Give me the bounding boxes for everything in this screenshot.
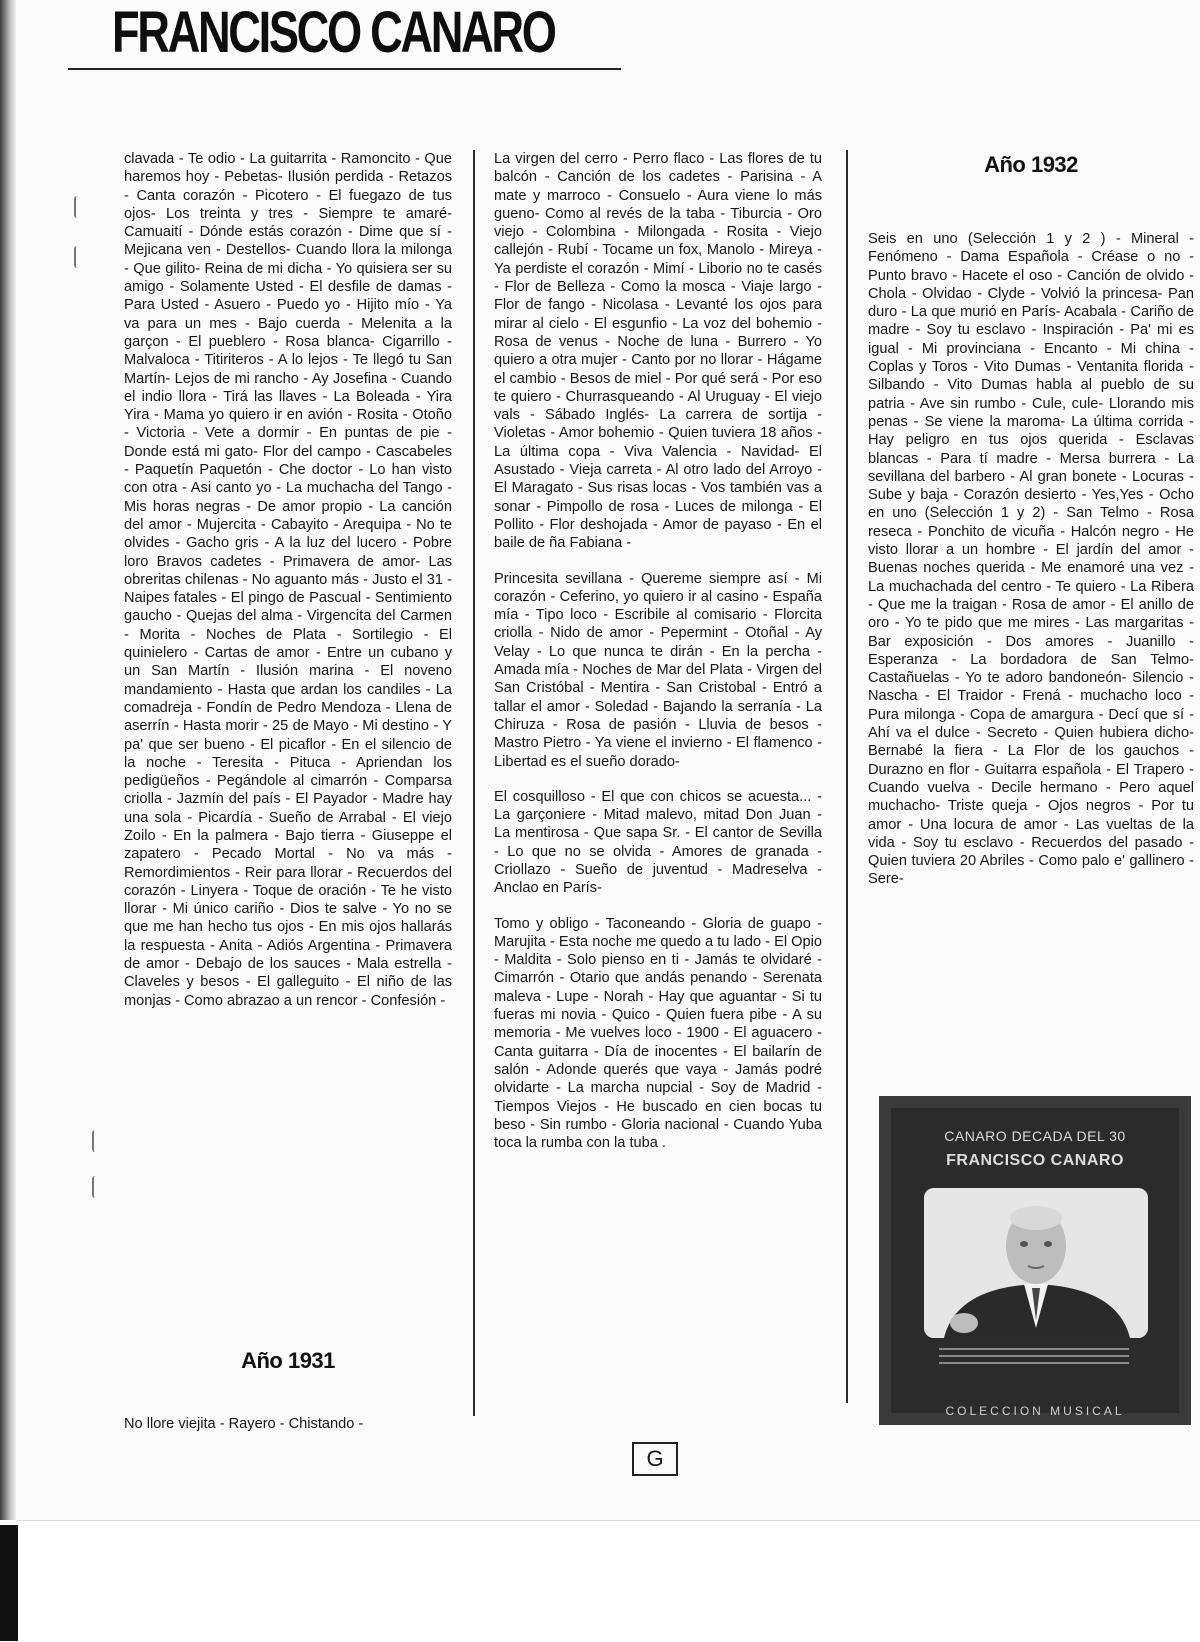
column-divider (846, 150, 848, 1403)
page-binding-edge (0, 1525, 18, 1641)
portrait-photo (924, 1188, 1148, 1338)
column-right (868, 230, 1194, 906)
album-cover-image (879, 1096, 1191, 1425)
scan-mark (74, 246, 82, 268)
page-binding-shadow (0, 0, 16, 1520)
album-collection-label: COLECCION MUSICAL (945, 1404, 1125, 1418)
header-rule (68, 68, 621, 70)
page-title: FRANCISCO CANARO (112, 0, 555, 65)
column-middle (494, 150, 822, 1169)
year-heading-1931: Año 1931 (241, 1348, 335, 1373)
song-list-paragraph: La virgen del cerro - Perro flaco - Las flores de tu balcón - Canción de los cadetes - Parisina - A mate y marroco - Consuelo - Aura viene lo más gueno- Como al revés de la taba - Tiburcia - Oro viejo - Colombina - Milongada - Rosita - Viejo callejón - Rubí - Tocame un fox, Manolo - Mireya - Ya perdiste el corazón - Mimí - Liborio no te casés - Flor de Belleza - Como la mosca - Viaje largo - Flor de fango - Nicolasa - Levanté los ojos para mirar al cielo - El esgunfio - La voz del bohemio - Rosa de venus - Noche de luna - Burrero - Yo quiero a otra mujer - Canto por no llorar - Hágame el cambio - Besos de miel - Por qué será - Por eso te quiero - Churrasqueando - Al Uruguay - El viejo vals - Sábado Inglés- La carrera de sortija - Violetas - Amor bohemio - Quien tuviera 18 años - La última copa - Viva Valencia - Navidad- El Asustado - Vieja carreta - Al otro lado del Arroyo - El Maragato - Sus risas locas - Vos también vas a sonar - Pimpollo de rosa - Luces de milonga - El Pollito - Flor deshojada - Amor de payaso - En el baile de ña Fabiana - (494, 151, 822, 552)
scan-mark (74, 196, 82, 218)
album-artist-label: FRANCISCO CANARO (946, 1152, 1124, 1169)
song-list-paragraph: No llore viejita - Rayero - Chistando - (124, 1416, 364, 1432)
song-list-paragraph: Tomo y obligo - Taconeando - Gloria de guapo - Marujita - Esta noche me quedo a tu lado - El Opio - Maldita - Solo pienso en ti - Jamás te olvidaré - Cimarrón - Otario que andás penando - Serenata maleva - Lupe - Norah - Hay que aguantar - Si tu fueras mi novia - Quico - Quien fuera pibe - A su memoria - Me vuelves loco - 1900 - El aguacero - Canta guitarra - Día de inocentes - El bailarín de salón - Adonde querés que vaya - Jamás podré olvidarte - La marcha nupcial - Soy de Madrid - Tiempos Viejos - He buscado en cien bocas tu beso - Sin rumbo - Gloria nacional - Cuando Yuba toca la rumba con la tuba . (494, 915, 822, 1152)
portrait-icon (924, 1188, 1148, 1338)
page-marker: G (632, 1442, 678, 1476)
song-list-paragraph: Seis en uno (Selección 1 y 2 ) - Mineral - Fenómeno - Dama Española - Créase o no - Punto bravo - Hacete el oso - Canción de olvido - Chola - Olvidao - Clyde - Volvió la princesa- Pan duro - La que murió en París- Acabala - Cariño de madre - Soy tu esclavo - Inspiración - Pa' mi es igual - Mi provinciana - Encanto - Mi china - Coplas y Toros - Vito Dumas - Ventanita florida - Silbando - Vito Dumas habla al pueblo de su patria - Ave sin rumbo - Cule, cule- Llorando mis penas - Se viene la maroma- La última corrida - Hay peligro en tus ojos querida - Esclavas blancas - Para tí madre - Mersa burrera - La sevillana del barbero - Al gran bonete - Locuras - Sube y baja - Corazón desierto - Yes,Yes - Ocho en uno (Selección 1 y 2) - San Telmo - Rosa reseca - Ponchito de vicuña - Halcón negro - He visto llorar a un hombre - El jardín del amor - Buenas noches querida - Me enamoré una vez - La muchachada del centro - Te quiero - La Ribera - Que me la traigan - Rosa de amor - El anillo de oro - Yo te pido que me mires - Las margaritas - Bar exposición - Dos amores - Juanillo - Esperanza - La bordadora de San Telmo- Castañuelas - Yo te adoro bandoneón- Silencio - Nascha - El Traidor - Frená - muchacho loco - Pura milonga - Copa de amargura - Decí que sí - Ahí va el dulce - Secreto - Quien hubiera dicho- Bernabé la fiera - La Flor de los gauchos - Durazno en flor - Guitarra española - El Trapero - Cuando vuelva - Decile hermano - Pero aquel muchacho- Triste queja - Ojos negros - Por tu amor - Una locura de amor - Las vueltas de la vida - Soy tu esclavo - Recuerdos del pasado - Quien tuviera 20 Abriles - Como palo e' gallinero - Sere- (868, 231, 1194, 888)
song-list-paragraph: clavada - Te odio - La guitarrita - Ramoncito - Que haremos hoy - Pebetas- Ilusión perdida - Retazos - Canta corazón - Picotero - El fuegazo de tus ojos- Los treinta y tres - Siempre te amaré- Camuaití - Dónde estás corazón - Dime que sí - Mejicana ven - Destellos- Cuando llora la milonga - Que gilito- Reina de mi dicha - Yo quisiera ser su amigo - Solamente Usted - El desfile de damas - Para Usted - Asuero - Puedo yo - Hijito mío - Ya va para un mes - Bajo cuerda - Melenita a la garçon - El pueblero - Rosa blanca- Cigarrillo - Malvaloca - Titiriteros - A lo lejos - Te llegó tu San Martín- Lejos de mi rancho - Ay Josefina - Cuando el indio llora - Tirá las llaves - La Boleada - Yira Yira - Mama yo quiero ir en avión - Rosita - Otoño - Victoria - Vete a dormir - En puntas de pie - Donde está mi gato- Flor del campo - Cascabeles - Paquetín Paquetón - Che doctor - Lo han visto con otra - Asi canto yo - La muchacha del Tango - Mis horas negras - De amor propio - La canción del amor - Mujercita - Cabayito - Arequipa - No te olvides - Gacho gris - A la luz del lucero - Pobre loro Bravos cadetes - Primavera de amor- Las obreritas chilenas - No aguanto más - Justo el 31 - Naipes fatales - El pingo de Pascual - Sentimiento gaucho - Quejas del alma - Virgencita del Carmen - Morita - Noches de Plata - Sortilegio - El quinielero - Cartas de amor - Entre un cubano y un San Martín - Ilusión marina - El noveno mandamiento - Hasta que ardan los candiles - La comadreja - Fondín de Pedro Mendoza - Llena de aserrín - Hasta morir - 25 de Mayo - Mi destino - Y pa' que ser bueno - El picaflor - En el silencio de la noche - Teresita - Pituca - Apriendan los pedigüeños - Pegándole al cimarrón - Comparsa criolla - Jazmín del país - El Payador - Madre hay una sola - Picardía - Sueño de Arrabal - El viejo Zoilo - En la palmera - Bajo tierra - Giuseppe el zapatero - Pecado Mortal - No va más - Remordimientos - Reir para llorar - Recuerdos del corazón - Linyera - Toque de oración - Te he visto llorar - Mi único cariño - Dios te salve - Yo no se que me han hecho tus ojos - En mis ojos hallarás la respuesta - Anita - Adiós Argentina - Primavera de amor - Debajo de los sauces - Mala estrella - Claveles y besos - El galleguito - El niño de las monjas - Como abrazao a un rencor - Confesión - (124, 151, 452, 1009)
song-list-paragraph: Princesita sevillana - Quereme siempre así - Mi corazón - Ceferino, yo quiero ir al casino - España mía - Tipo loco - Escribile al comisario - Florcita criolla - Nido de amor - Pepermint - Otoñal - Ay Velay - Lo que nunca te dirán - En la percha - Amada mía - Noches de Mar del Plata - Virgen del San Cristóbal - Mentira - San Cristobal - Entró a tallar el amor - Soledad - Bajando la serranía - La Chiruza - Rosa de pasión - Lluvia de besos - Mastro Pietro - Ya viene el invierno - El flamenco - Libertad es el sueño dorado- (494, 570, 822, 770)
column-divider (473, 150, 475, 1416)
page-header (112, 0, 632, 72)
album-series-label: CANARO DECADA DEL 30 (944, 1128, 1126, 1144)
page-bottom-margin (18, 1520, 1200, 1642)
column-left (124, 150, 452, 1027)
song-list-paragraph: El cosquilloso - El que con chicos se acuesta... - La garçoniere - Mitad malevo, mitad Don Juan - La mentirosa - Que sapa Sr. - El cantor de Sevilla - Lo que no se olvida - Amores de granada - Criollazo - Sueño de juventud - Madreselva - Anclao en París- (494, 788, 822, 897)
album-fineprint (939, 1348, 1129, 1378)
scan-mark (92, 1176, 100, 1198)
scan-mark (92, 1130, 100, 1152)
year-heading-1932: Año 1932 (984, 152, 1078, 177)
